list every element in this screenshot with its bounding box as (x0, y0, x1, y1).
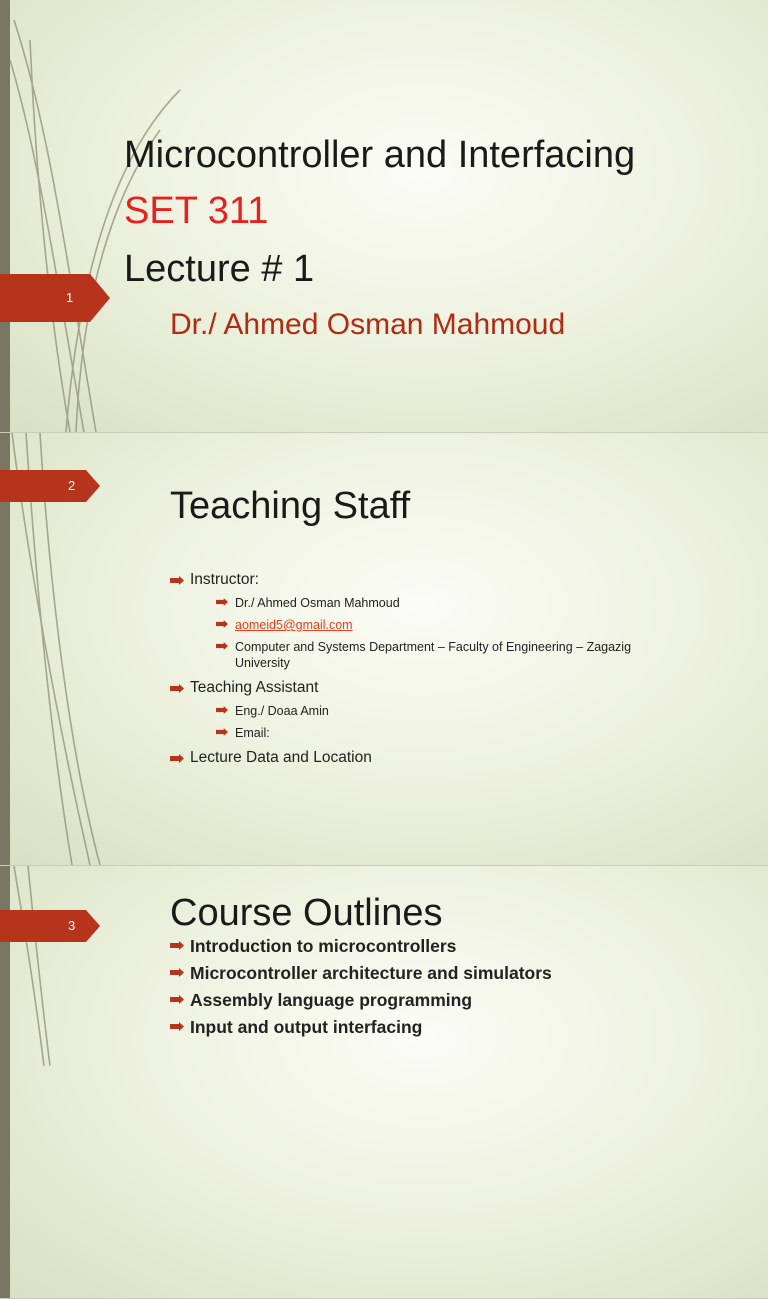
list-item (216, 725, 685, 741)
course-outline-list (170, 936, 552, 1044)
assistant-email-label: Email: (235, 726, 270, 740)
slide-1[interactable] (0, 0, 768, 433)
list-item-instructor (170, 571, 685, 671)
list-item (216, 617, 685, 633)
arrow-bullet-icon (170, 995, 184, 1004)
instructor-email-link[interactable]: aomeid5@gmail.com (235, 618, 353, 632)
assistant-name: Eng./ Doaa Amin (235, 704, 329, 718)
list-item (170, 1017, 552, 1038)
slide-title: Microcontroller and Interfacing (124, 134, 636, 176)
slide-3[interactable] (0, 866, 768, 1299)
list-item-label: Instructor: (190, 571, 259, 588)
list-item (170, 963, 552, 984)
list-item-teaching-assistant (170, 679, 685, 741)
course-code: SET 311 (124, 190, 269, 232)
arrow-bullet-icon (170, 754, 184, 763)
list-item-label: Input and output interfacing (190, 1017, 423, 1037)
arrow-bullet-icon (170, 968, 184, 977)
list-item-lecture-location (170, 749, 685, 767)
slide-number: 1 (66, 290, 74, 305)
slide-number: 3 (68, 918, 76, 933)
list-item-label: Lecture Data and Location (190, 749, 372, 766)
arrow-bullet-icon (170, 941, 184, 950)
arrow-bullet-icon (216, 598, 228, 606)
arrow-bullet-icon (170, 576, 184, 585)
slide-number-tag (0, 470, 110, 518)
slide-2[interactable] (0, 433, 768, 866)
department-text: Computer and Systems Department – Faculty of Engineering – Zagazig University (235, 640, 632, 670)
arrow-bullet-icon (216, 620, 228, 628)
arrow-bullet-icon (216, 706, 228, 714)
arrow-bullet-icon (170, 684, 184, 693)
list-item (216, 595, 685, 611)
slide-number: 2 (68, 478, 76, 493)
teaching-staff-list (170, 571, 685, 771)
lecture-number: Lecture # 1 (124, 248, 315, 290)
arrow-bullet-icon (170, 1022, 184, 1031)
slide-title: Teaching Staff (170, 485, 411, 527)
slide-number-tag (0, 274, 110, 322)
list-item-label: Microcontroller architecture and simulators (190, 963, 552, 983)
lecturer-name: Dr./ Ahmed Osman Mahmoud (170, 308, 566, 341)
arrow-bullet-icon (216, 642, 228, 650)
slide-title: Course Outlines (170, 892, 443, 934)
slide-number-tag (0, 910, 110, 958)
list-item-label: Teaching Assistant (190, 679, 319, 696)
list-item (170, 936, 552, 957)
list-item (216, 703, 685, 719)
instructor-name: Dr./ Ahmed Osman Mahmoud (235, 596, 400, 610)
list-item (170, 990, 552, 1011)
arrow-bullet-icon (216, 728, 228, 736)
list-item-label: Introduction to microcontrollers (190, 936, 457, 956)
list-item-label: Assembly language programming (190, 990, 473, 1010)
list-item (216, 639, 685, 671)
